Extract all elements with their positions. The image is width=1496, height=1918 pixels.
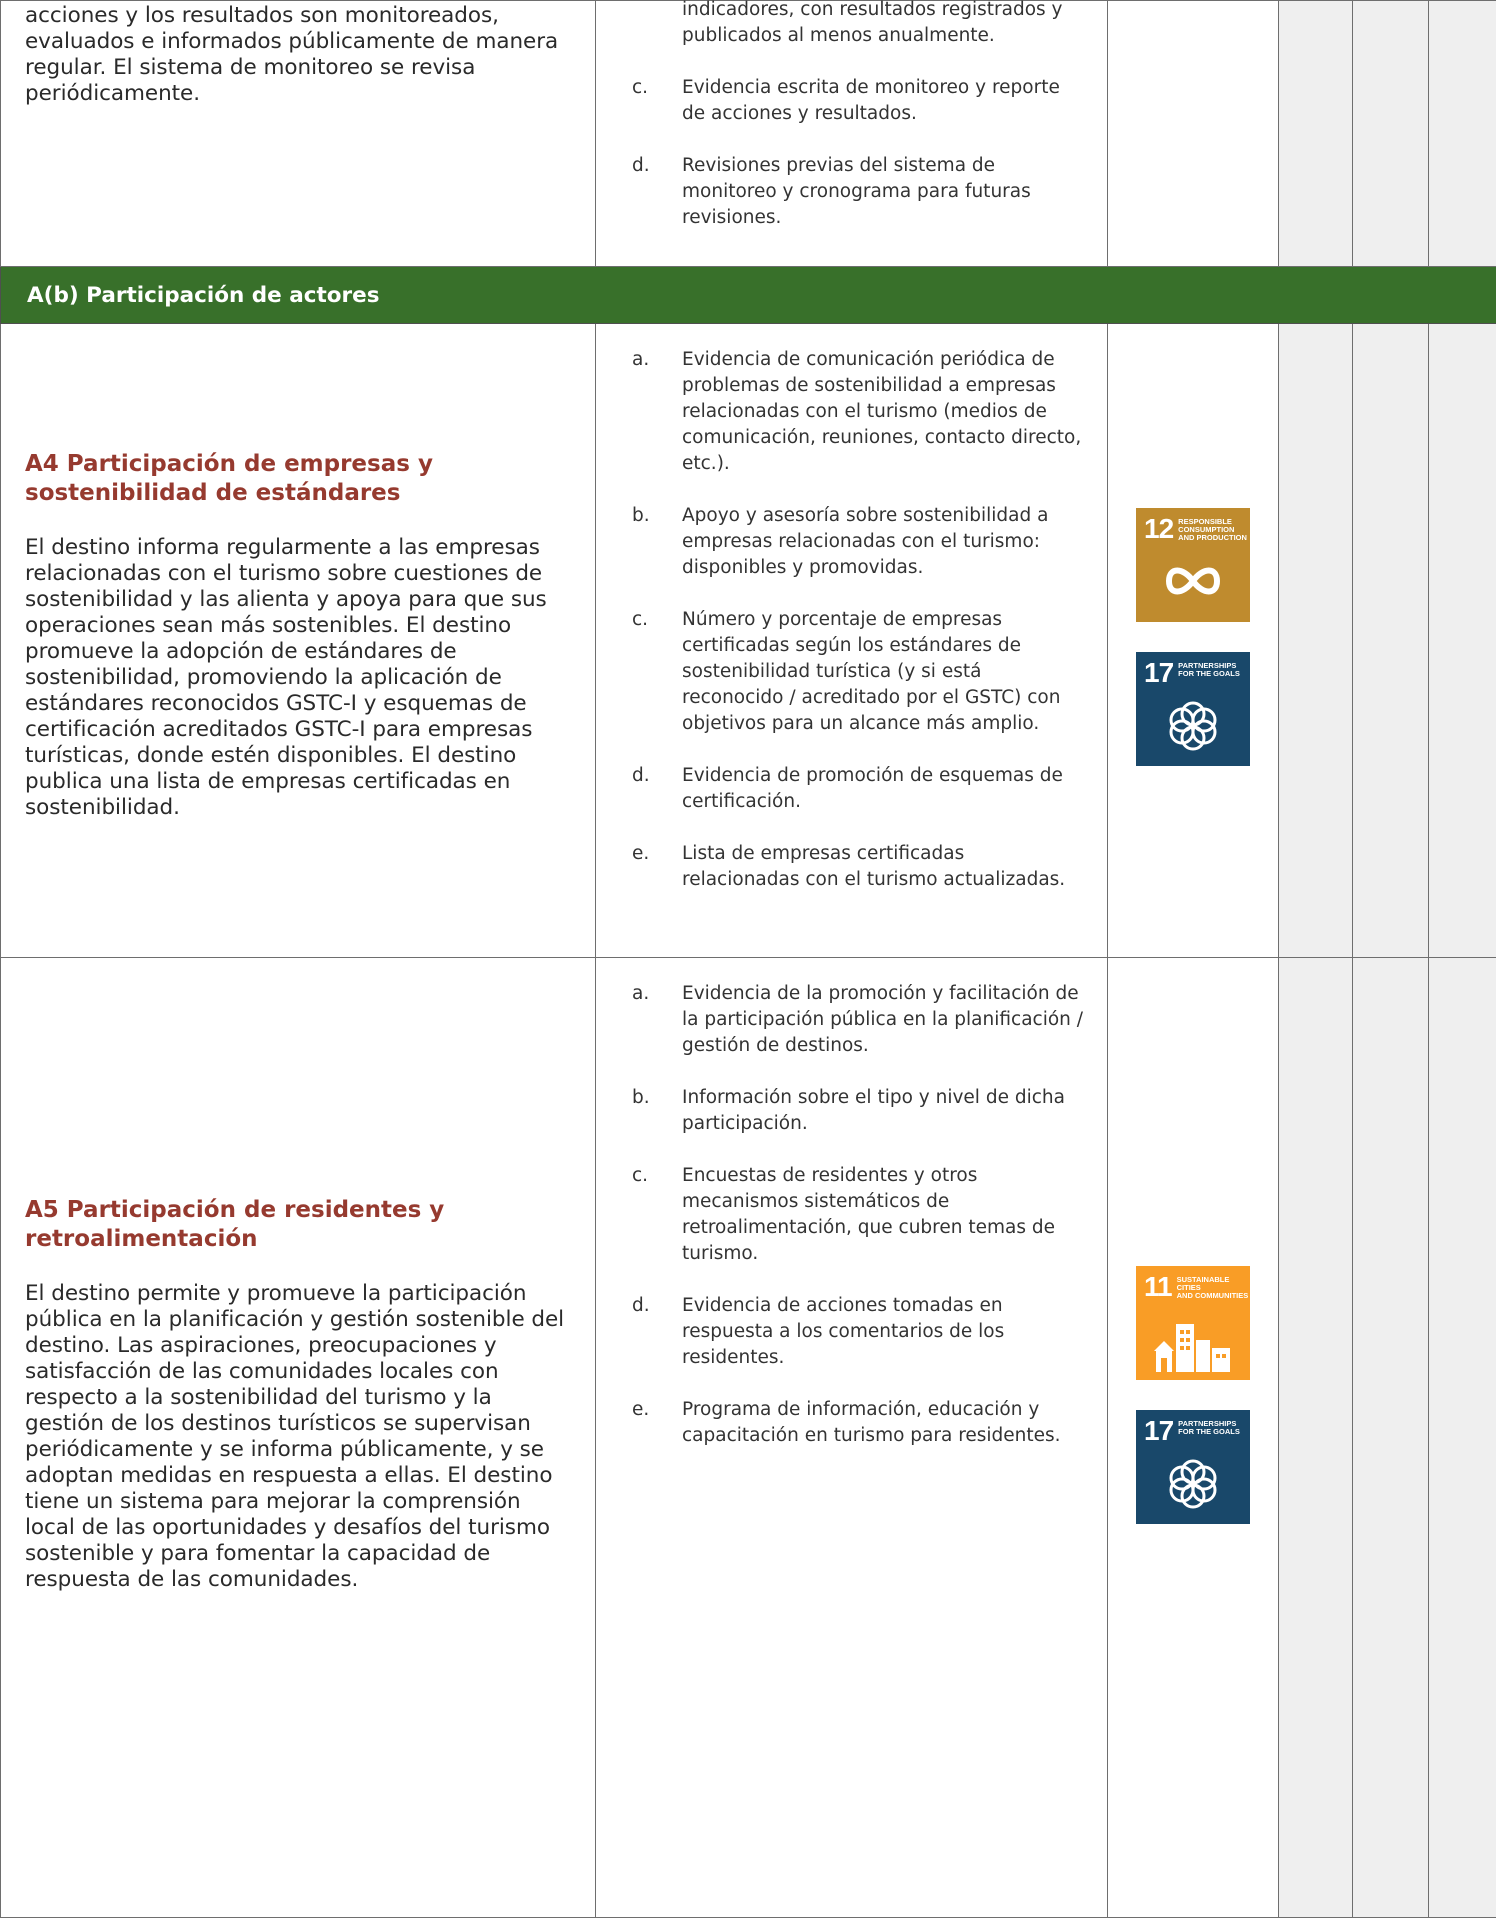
indicator-letter (616, 0, 682, 49)
sdg-number: 17 (1144, 1417, 1173, 1445)
indicator-text: Encuestas de residentes y otros mecanismos sistemáticos de retroalimentación, que cubren temas de turismo. (682, 1163, 1087, 1267)
criterion-description: El destino informa regularmente a las empresas relacionadas con el turismo sobre cuestiones de sostenibilidad y las alienta y apoya para que sus operaciones sean más sostenibles. El destino promueve la adopción de estándares de sostenibilidad, promoviendo la aplicación de estándares reconocidos GSTC-I y esquemas de certificación acreditados GSTC-I para empresas turísticas, donde estén disponibles. El destino publica una lista de empresas certificadas en sostenibilidad. (25, 535, 575, 821)
list-item (616, 1397, 1087, 1449)
indicators-cell (596, 958, 1108, 1918)
list-item (616, 607, 1087, 737)
indicator-letter: b. (616, 1085, 682, 1137)
indicator-list (616, 347, 1087, 893)
indicator-letter: d. (616, 1293, 682, 1371)
indicator-letter: e. (616, 841, 682, 893)
list-item (616, 75, 1087, 127)
criterion-title: A4 Participación de empresas y sostenibilidad de estándares (25, 450, 575, 508)
rating-cell (1279, 958, 1353, 1918)
indicator-text: Evidencia de promoción de esquemas de certificación. (682, 763, 1087, 815)
list-item (616, 841, 1087, 893)
rating-cell (1279, 324, 1353, 958)
sdg-12-tile (1136, 508, 1250, 622)
sdg-icons (1108, 508, 1278, 766)
indicator-text: Revisiones previas del sistema de monitoreo y cronograma para futuras revisiones. (682, 153, 1087, 231)
list-item (616, 503, 1087, 581)
indicators-cell (596, 1, 1108, 267)
city-icon (1136, 1304, 1250, 1374)
criterion-title: A5 Participación de residentes y retroalimentación (25, 1196, 575, 1254)
criterion-description-cell (1, 1, 596, 267)
list-item (616, 0, 1087, 49)
indicator-text: indicadores, con resultados registrados y publicados al menos anualmente. (682, 0, 1087, 49)
indicators-cell (596, 324, 1108, 958)
indicator-text: Evidencia escrita de monitoreo y reporte de acciones y resultados. (682, 75, 1087, 127)
indicator-text: Apoyo y asesoría sobre sostenibilidad a empresas relacionadas con el turismo: disponibles y promovidas. (682, 503, 1087, 581)
indicator-letter: a. (616, 347, 682, 477)
rating-cell (1429, 958, 1496, 1918)
sdg-number: 12 (1144, 515, 1173, 543)
list-item (616, 981, 1087, 1059)
table-row-continuation (1, 1, 1496, 267)
table-row-a4 (1, 324, 1496, 958)
list-item (616, 763, 1087, 815)
sdg-label: PARTNERSHIPS FOR THE GOALS (1178, 1420, 1240, 1436)
indicator-text: Evidencia de acciones tomadas en respuesta a los comentarios de los residentes. (682, 1293, 1087, 1371)
rating-cell (1353, 324, 1429, 958)
indicator-text: Información sobre el tipo y nivel de dicha participación. (682, 1085, 1087, 1137)
list-item (616, 1163, 1087, 1267)
section-header-row (1, 267, 1496, 324)
sdg-17-tile (1136, 1410, 1250, 1524)
sdg-icons (1108, 1266, 1278, 1524)
indicator-letter: a. (616, 981, 682, 1059)
table-row-a5 (1, 958, 1496, 1918)
criterion-description-cell (1, 324, 596, 958)
sdg-number: 17 (1144, 659, 1173, 687)
rating-cell (1353, 1, 1429, 267)
infinity-icon (1136, 546, 1250, 616)
indicator-text: Evidencia de la promoción y facilitación de la participación pública en la planificación / gestión de destinos. (682, 981, 1087, 1059)
criterion-description: El destino permite y promueve la participación pública en la planificación y gestión sostenible del destino. Las aspiraciones, preocupaciones y satisfacción de las comunidades locales con respecto a la sostenibilidad del turismo y la gestión de los destinos turísticos se supervisan periódicamente y se informa públicamente, y se adoptan medidas en respuesta a ellas. El destino tiene un sistema para mejorar la comprensión local de las oportunidades y desafíos del turismo sostenible y para fomentar la capacidad de respuesta de las comunidades. (25, 1281, 575, 1593)
sdg-label: PARTNERSHIPS FOR THE GOALS (1178, 662, 1240, 678)
rating-cell (1429, 1, 1496, 267)
indicator-letter: c. (616, 75, 682, 127)
criterion-block (25, 450, 575, 821)
list-item (616, 1293, 1087, 1371)
sdg-number: 11 (1144, 1273, 1172, 1301)
indicator-text: Número y porcentaje de empresas certificadas según los estándares de sostenibilidad turística (y si está reconocido / acreditado por el GSTC) con objetivos para un alcance más amplio. (682, 607, 1087, 737)
indicator-list (616, 981, 1087, 1449)
list-item (616, 347, 1087, 477)
sdg-cell (1108, 1, 1279, 267)
criterion-description-cell (1, 958, 596, 1918)
rating-cell (1429, 324, 1496, 958)
sdg-label: SUSTAINABLE CITIES AND COMMUNITIES (1177, 1276, 1250, 1300)
indicator-letter: c. (616, 607, 682, 737)
rating-cell (1353, 958, 1429, 1918)
section-title: A(b) Participación de actores (1, 267, 1496, 324)
sdg-cell (1108, 958, 1279, 1918)
flower-icon (1136, 690, 1250, 760)
sdg-cell (1108, 324, 1279, 958)
sdg-11-tile (1136, 1266, 1250, 1380)
indicator-text: Evidencia de comunicación periódica de problemas de sostenibilidad a empresas relacionadas con el turismo (medios de comunicación, reuniones, contacto directo, etc.). (682, 347, 1087, 477)
flower-icon (1136, 1448, 1250, 1518)
sdg-17-tile (1136, 652, 1250, 766)
indicator-letter: b. (616, 503, 682, 581)
sdg-label: RESPONSIBLE CONSUMPTION AND PRODUCTION (1178, 518, 1247, 542)
list-item (616, 1085, 1087, 1137)
indicator-text: Programa de información, educación y capacitación en turismo para residentes. (682, 1397, 1087, 1449)
indicator-letter: c. (616, 1163, 682, 1267)
criterion-description: acciones y los resultados son monitoreados, evaluados e informados públicamente de manera regular. El sistema de monitoreo se revisa periódicamente. (25, 3, 575, 107)
list-item (616, 153, 1087, 231)
criterion-block (25, 1196, 575, 1593)
indicator-letter: d. (616, 763, 682, 815)
rating-cell (1279, 1, 1353, 267)
indicator-text: Lista de empresas certificadas relacionadas con el turismo actualizadas. (682, 841, 1087, 893)
indicator-letter: e. (616, 1397, 682, 1449)
indicator-list (616, 0, 1087, 231)
indicator-letter: d. (616, 153, 682, 231)
